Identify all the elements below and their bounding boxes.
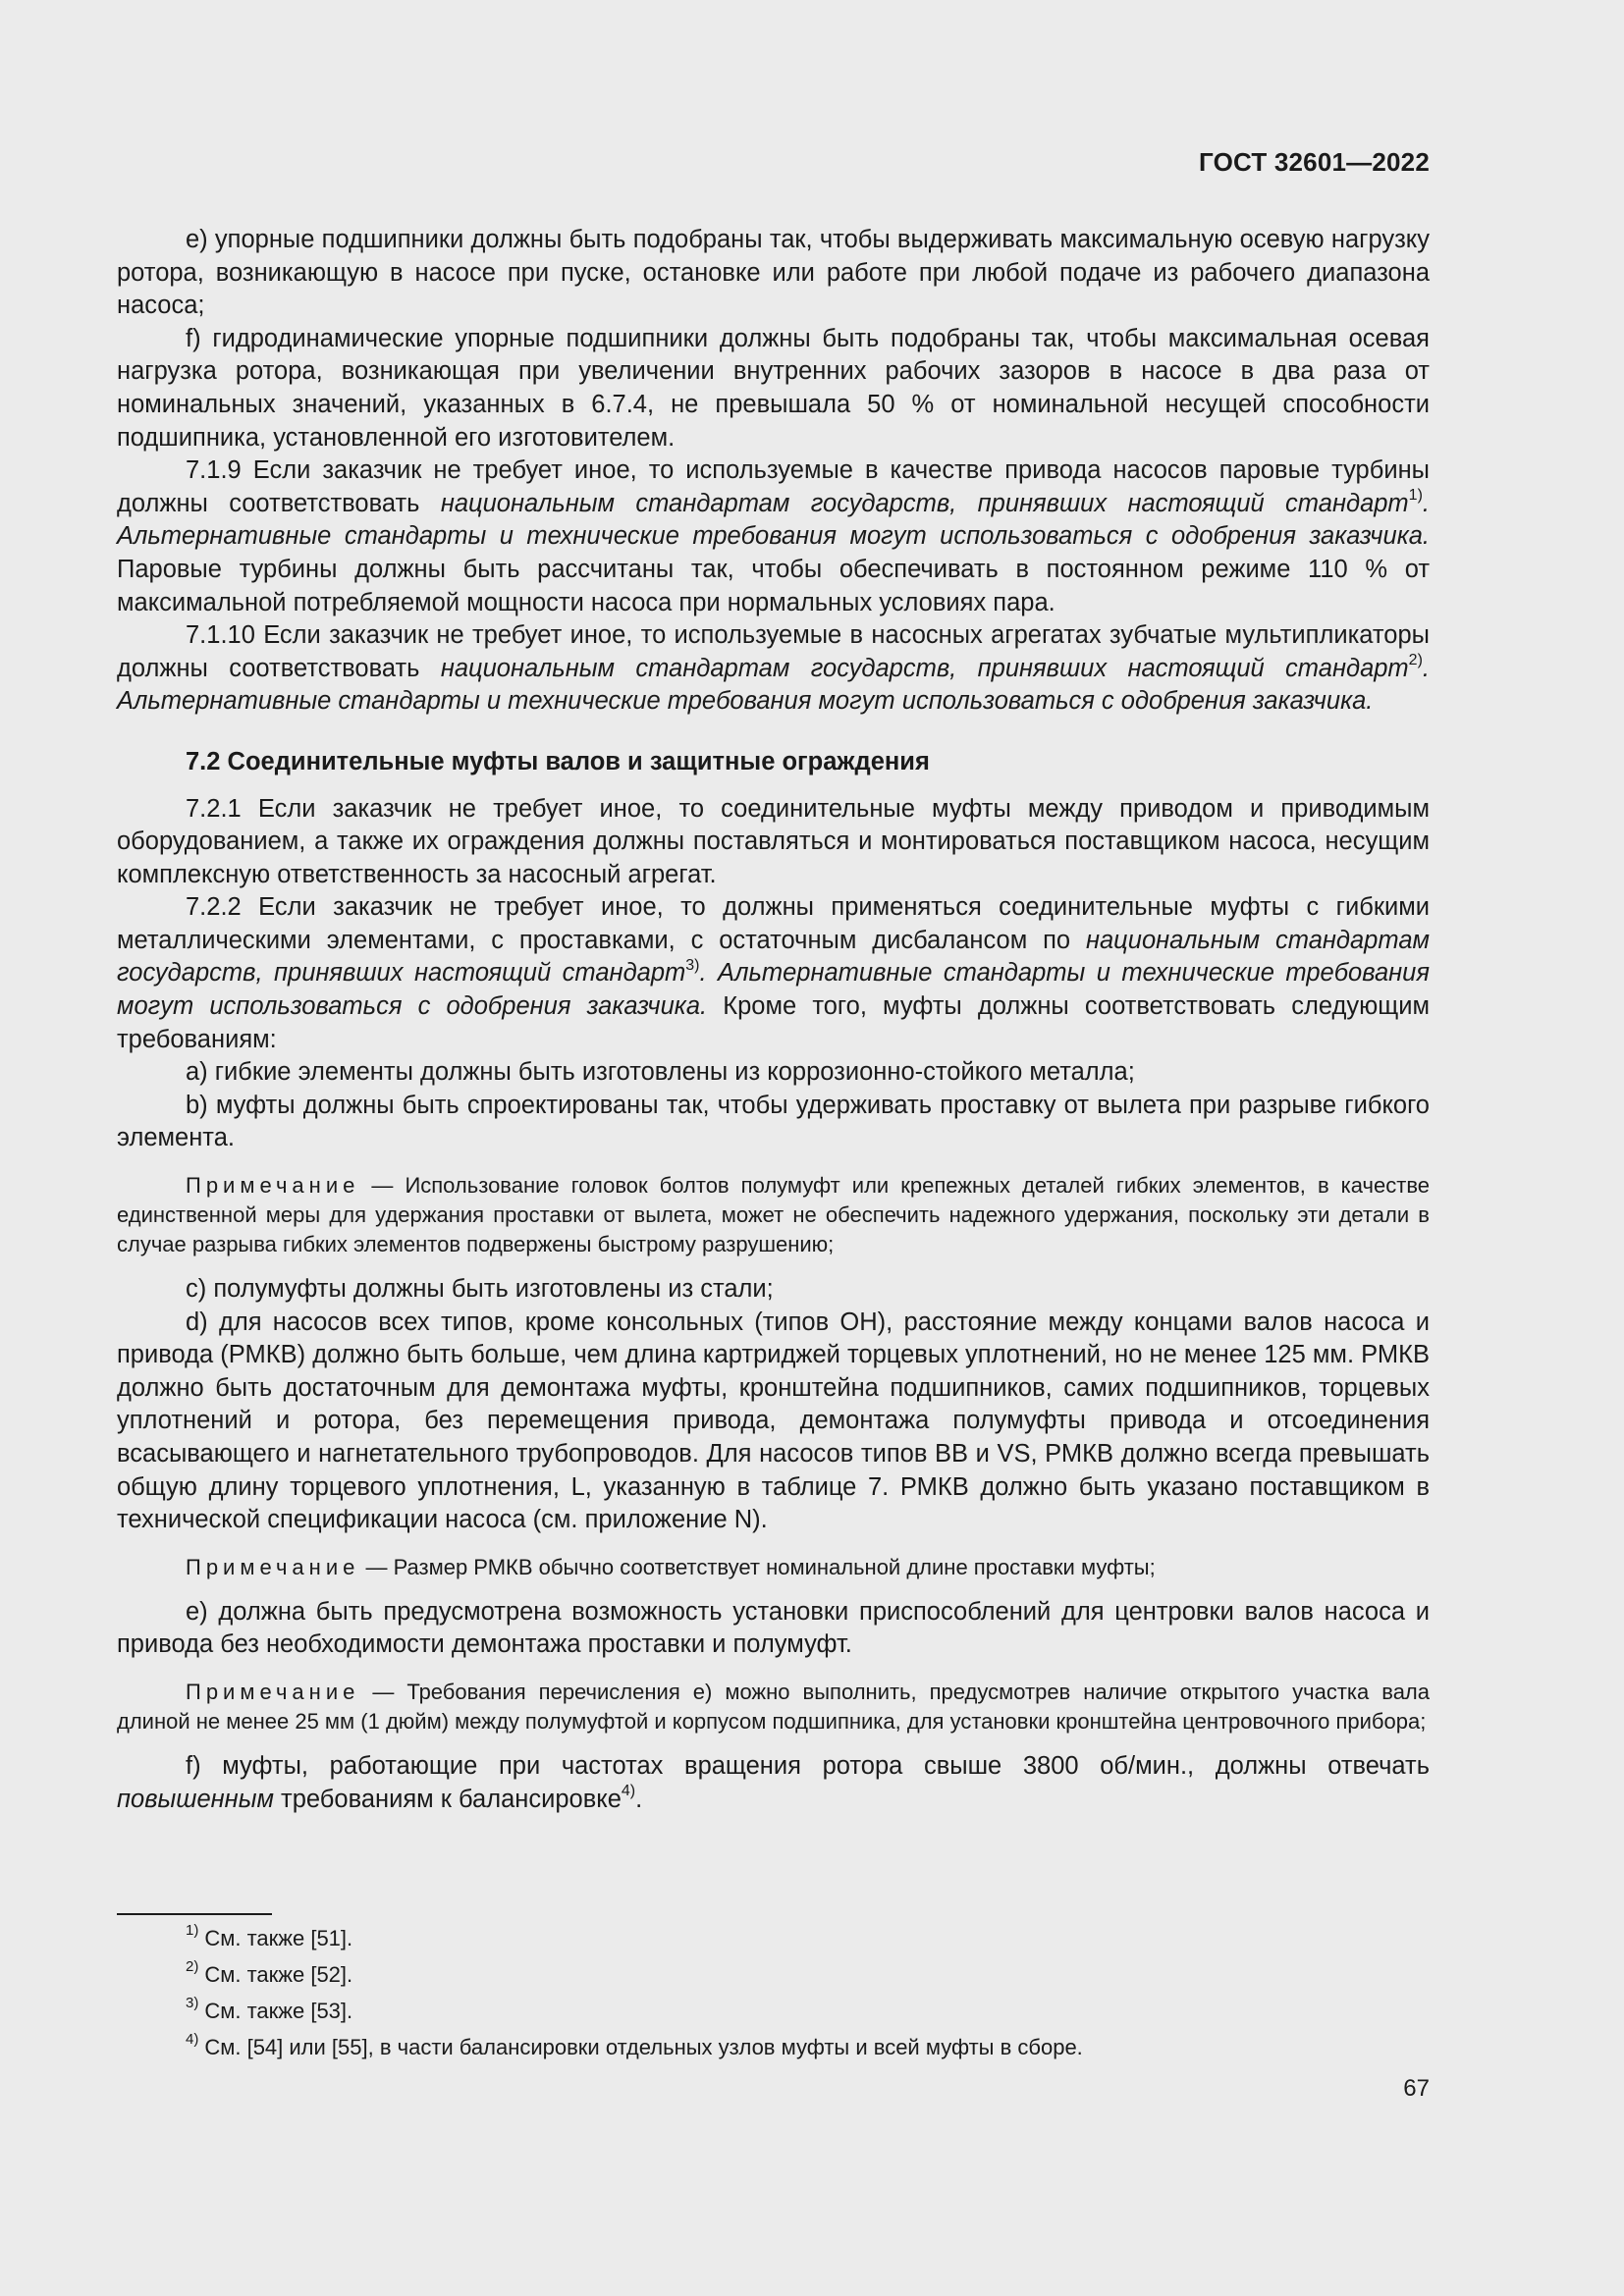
section-heading-7-2: 7.2 Соединительные муфты валов и защитные ограждения bbox=[186, 747, 930, 775]
note-label: Примечание bbox=[186, 1173, 360, 1199]
list-item-e: e) должна быть предусмотрена возможность установки приспособлений для центровки валов насоса и привода без необходимости демонтажа проставки и полумуфт. bbox=[117, 1597, 1430, 1659]
footnote-ref-2: 2) bbox=[1408, 652, 1423, 669]
list-item-a: a) гибкие элементы должны быть изготовлены из коррозионно-стойкого металла; bbox=[186, 1058, 1135, 1087]
footnote-ref-3: 3) bbox=[685, 956, 700, 974]
footnote-item: $^{2)}$ См. также [52]. bbox=[186, 1957, 353, 1987]
footnotes bbox=[117, 1920, 1430, 2065]
document-header: ГОСТ 32601—2022 bbox=[1199, 147, 1430, 177]
note-1: Примечание — Использование головок болтов полумуфт или крепежных деталей гибких элементов, в качестве единственной меры для удержания проставки от вылета, может не обеспечить надежного удержания, поскольку эти детали в случае разрыва гибких элементов подвержены быстрому разрушению; bbox=[117, 1173, 1430, 1257]
list-item-c: c) полумуфты должны быть изготовлены из стали; bbox=[186, 1275, 774, 1304]
note-2: Примечание — Размер РМКВ обычно соответствует номинальной длине проставки муфты; bbox=[186, 1554, 1156, 1579]
footnote-separator bbox=[117, 1913, 272, 1915]
list-item-b: b) муфты должны быть спроектированы так, чтобы удерживать проставку от вылета при разрыве гибкого элемента. bbox=[117, 1091, 1430, 1152]
paragraph-f-bearings: f) гидродинамические упорные подшипники должны быть подобраны так, чтобы максимальная осевая нагрузка ротора, возникающая при увеличении внутренних рабочих зазоров в насосе в два раза от номинальных значений, указанных в 6.7.4, не превышала 50 % от номинальной несущей способности подшипника, установленной его изготовителем. bbox=[117, 324, 1430, 452]
note-3: Примечание — Требования перечисления е) можно выполнить, предусмотрев наличие открытого участка вала длиной не менее 25 мм (1 дюйм) между полумуфтой и корпусом подшипника, для установки кронштейна центровочного прибора; bbox=[117, 1679, 1430, 1734]
list-item-f: f) муфты, работающие при частотах вращения ротора свыше 3800 об/мин., должны отвечать повышенным требованиям к балансировке$^{4)}$. bbox=[117, 1751, 1430, 1813]
footnote-ref-1: 1) bbox=[1408, 487, 1423, 505]
document-body bbox=[117, 224, 1430, 1816]
note-label: Примечание bbox=[186, 1554, 360, 1579]
footnote-item: $^{3)}$ См. также [53]. bbox=[186, 1994, 353, 2023]
footnote-item: $^{1)}$ См. также [51]. bbox=[186, 1921, 353, 1950]
list-item-d: d) для насосов всех типов, кроме консольных (типов OH), расстояние между концами валов насоса и привода (РМКВ) должно быть больше, чем длина картриджей торцевых уплотнений, но не менее 125 мм. РМКВ должно быть достаточным для демонтажа муфты, кронштейна подшипников, самих подшипников, торцевых уплотнений и ротора, без перемещения привода, демонтажа полумуфты привода и отсоединения всасывающего и нагнетательного трубопроводов. Для насосов типов BB и VS, РМКВ должно всегда превышать общую длину торцевого уплотнения, L, указанную в таблице 7. РМКВ должно быть указано поставщиком в технической спецификации насоса (см. приложение N). bbox=[117, 1308, 1430, 1534]
paragraph-7-2-2: 7.2.2 Если заказчик не требует иное, то должны применяться соединительные муфты с гибкими металлическими элементами, с проставками, с остаточным дисбалансом по национальным стандартам государств, принявших настоящий стандарт$^{3)}$. Альтернативные стандарты и технические требования могут использоваться с одобрения заказчика. Кроме того, муфты должны соответствовать следующим требованиям: bbox=[117, 893, 1430, 1053]
paragraph-e-bearings: e) упорные подшипники должны быть подобраны так, чтобы выдерживать максимальную осевую нагрузку ротора, возникающую в насосе при пуске, остановке или работе при любой подаче из рабочего диапазона насоса; bbox=[117, 226, 1430, 320]
note-label: Примечание bbox=[186, 1679, 360, 1704]
paragraph-7-1-10: 7.1.10 Если заказчик не требует иное, то используемые в насосных агрегатах зубчатые мультипликаторы должны соответствовать национальным стандартам государств, принявших настоящий стандарт$^{2)}$. Альтернативные стандарты и технические требования могут использоваться с одобрения заказчика. bbox=[117, 621, 1430, 716]
paragraph-7-2-1: 7.2.1 Если заказчик не требует иное, то соединительные муфты между приводом и приводимым оборудованием, а также их ограждения должны поставляться и монтироваться поставщиком насоса, несущим комплексную ответственность за насосный агрегат. bbox=[117, 794, 1430, 888]
footnote-ref-4: 4) bbox=[621, 1783, 636, 1800]
footnote-item: $^{4)}$ См. [54] или [55], в части балансировки отдельных узлов муфты и всей муфты в сборе. bbox=[186, 2030, 1083, 2059]
page-number: 67 bbox=[1403, 2075, 1430, 2102]
paragraph-7-1-9: 7.1.9 Если заказчик не требует иное, то используемые в качестве привода насосов паровые турбины должны соответствовать национальным стандартам государств, принявших настоящий стандарт$^{1)}$. Альтернативные стандарты и технические требования могут использоваться с одобрения заказчика. Паровые турбины должны быть рассчитаны так, чтобы обеспечивать в постоянном режиме 110 % от максимальной потребляемой мощности насоса при нормальных условиях пара. bbox=[117, 456, 1430, 616]
